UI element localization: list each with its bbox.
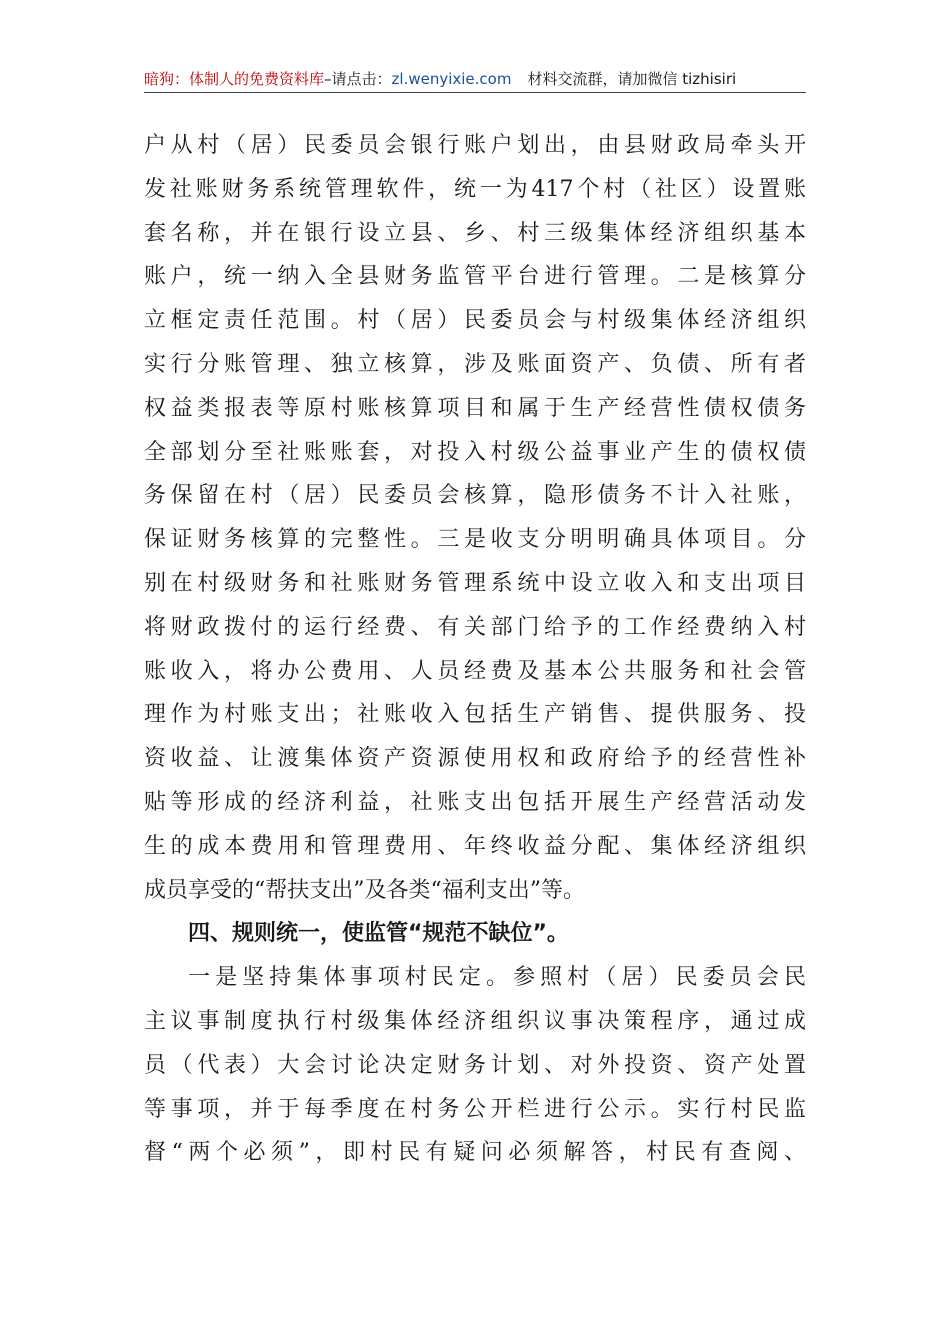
body-line: 户从村（居）民委员会银行账户划出，由县财政局牵头开 — [144, 133, 806, 158]
body-line: 别在村级财务和社账财务管理系统中设立收入和支出项目 — [144, 570, 806, 596]
body-line: 账户，统一纳入全县财务监管平台进行管理。二是核算分 — [144, 264, 806, 290]
header-link[interactable]: zl.wenyixie.com — [391, 70, 512, 88]
body-line: 将财政拨付的运行经费、有关部门给予的工作经费纳入村 — [144, 614, 806, 640]
body-line: 一是坚持集体事项村民定。参照村（居）民委员会民 — [188, 965, 806, 991]
body-line: 生的成本费用和管理费用、年终收益分配、集体经济组织 — [144, 833, 806, 859]
body-line: 务保留在村（居）民委员会核算，隐形债务不计入社账， — [144, 483, 806, 509]
header-brand: 暗狗：体制人的免费资料库 — [144, 70, 325, 88]
body-line: 立框定责任范围。村（居）民委员会与村级集体经济组织 — [144, 308, 806, 334]
body-line: 资收益、让渡集体资产资源使用权和政府给予的经营性补 — [144, 746, 806, 772]
body-line: 员（代表）大会讨论决定财务计划、对外投资、资产处置 — [144, 1052, 806, 1078]
body-line: 督“两个必须”，即村民有疑问必须解答，村民有查阅、 — [144, 1140, 806, 1166]
body-line: 权益类报表等原村账核算项目和属于生产经营性债权债务 — [144, 395, 806, 421]
document-body — [144, 124, 806, 1175]
body-line: 等事项，并于每季度在村务公开栏进行公示。实行村民监 — [144, 1096, 806, 1122]
body-line: 实行分账管理、独立核算，涉及账面资产、负债、所有者 — [144, 351, 806, 377]
body-line: 账收入，将办公费用、人员经费及基本公共服务和社会管 — [144, 658, 806, 684]
body-line: 成员享受的“帮扶支出”及各类“福利支出”等。 — [144, 877, 585, 903]
page-header — [144, 66, 806, 93]
body-line: 全部划分至社账账套，对投入村级公益事业产生的债权债 — [144, 439, 806, 465]
body-line: 保证财务核算的完整性。三是收支分明明确具体项目。分 — [144, 527, 806, 553]
section-heading: 四、规则统一，使监管“规范不缺位”。 — [188, 921, 569, 947]
body-line: 套名称，并在银行设立县、乡、村三级集体经济组织基本 — [144, 220, 806, 246]
body-line: 理作为村账支出；社账收入包括生产销售、提供服务、投 — [144, 702, 806, 728]
body-line: 发社账财务系统管理软件，统一为417个村（社区）设置账 — [144, 176, 806, 202]
body-line: 主议事制度执行村级集体经济组织议事决策程序，通过成 — [144, 1008, 806, 1034]
body-line: 贴等形成的经济利益，社账支出包括开展生产经营活动发 — [144, 789, 806, 815]
header-wechat: 材料交流群，请加微信 tizhisiri — [527, 70, 737, 88]
header-prompt: –请点击： — [324, 70, 392, 88]
